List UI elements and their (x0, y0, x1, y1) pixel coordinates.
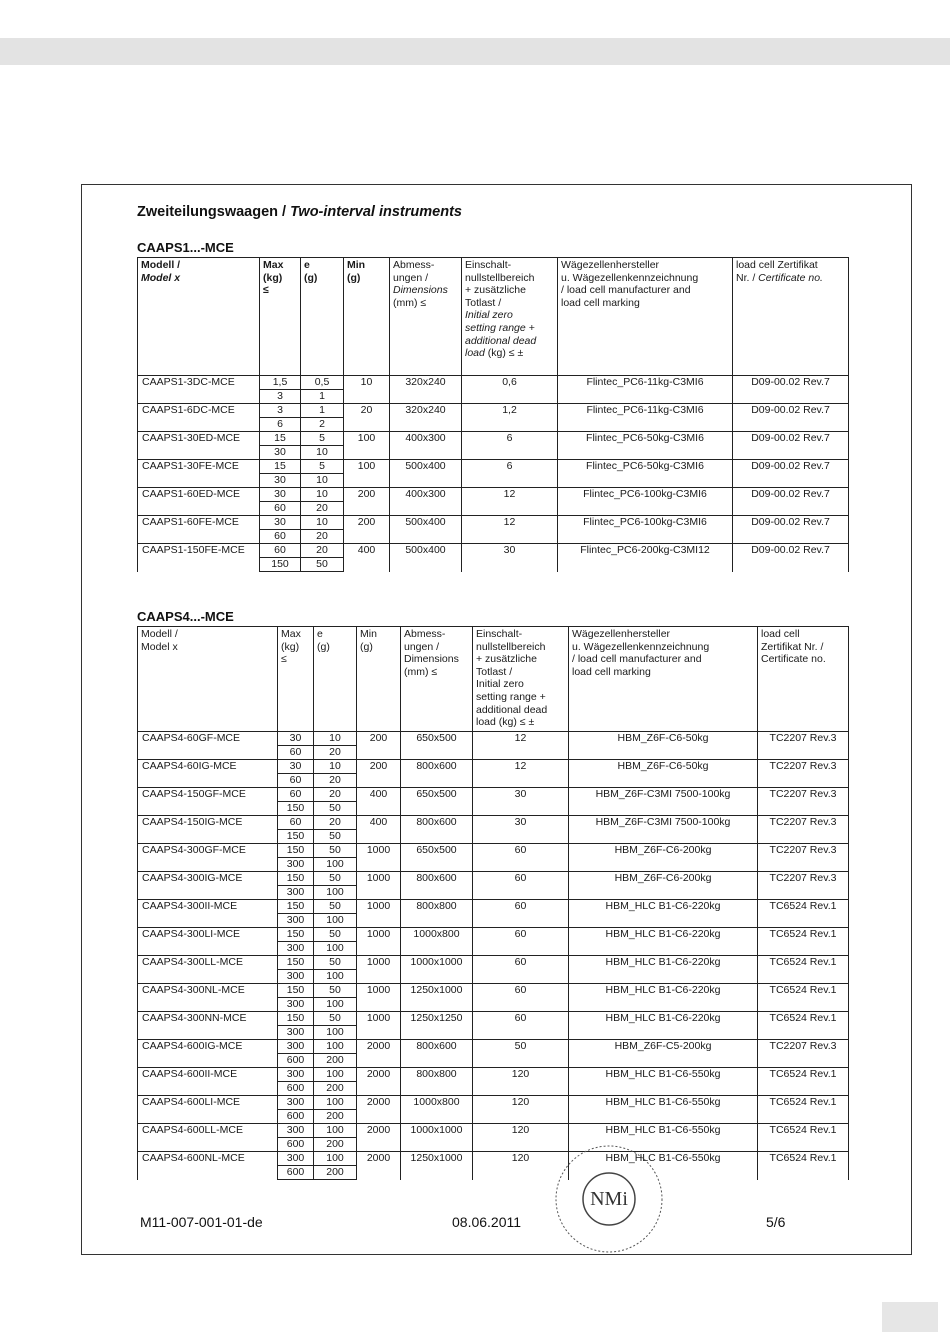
load-cell-cell: HBM_Z6F-C6-50kg (569, 732, 758, 760)
table-row (138, 956, 849, 970)
max-cell: 150 (260, 558, 301, 572)
zero-setting-cell: 6 (462, 432, 558, 460)
certificate-cell: TC6524 Rev.1 (758, 1096, 849, 1124)
max-cell: 150 (278, 984, 314, 998)
table-row (138, 1152, 849, 1166)
load-cell-cell: HBM_HLC B1-C6-550kg (569, 1152, 758, 1180)
load-cell-cell: Flintec_PC6-100kg-C3MI6 (558, 516, 733, 544)
max-cell: 300 (278, 1040, 314, 1054)
model-cell: CAAPS4-600NL-MCE (138, 1152, 278, 1180)
max-cell: 6 (260, 418, 301, 432)
model-cell: CAAPS4-600LL-MCE (138, 1124, 278, 1152)
col-header-max: Max (kg) ≤ (260, 258, 301, 376)
e-cell: 200 (314, 1166, 357, 1180)
e-cell: 2 (301, 418, 344, 432)
max-cell: 600 (278, 1054, 314, 1068)
dimensions-cell: 1000x1000 (401, 1124, 473, 1152)
max-cell: 300 (278, 1068, 314, 1082)
col-header-model: Modell / Model x (138, 627, 278, 732)
certificate-cell: D09-00.02 Rev.7 (733, 432, 849, 460)
section-title-caaps4: CAAPS4...-MCE (137, 609, 234, 624)
e-cell: 10 (301, 446, 344, 460)
min-cell: 400 (357, 816, 401, 844)
e-cell: 10 (301, 488, 344, 502)
e-cell: 100 (314, 998, 357, 1012)
e-cell: 10 (301, 516, 344, 530)
e-cell: 20 (301, 544, 344, 558)
zero-setting-cell: 30 (473, 788, 569, 816)
col-header-certificate: load cell Zertifikat Nr. / Certificate no. (758, 627, 849, 732)
table-row (138, 544, 849, 558)
col-header-dimensions: Abmess- ungen / Dimensions (mm) ≤ (390, 258, 462, 376)
e-cell: 50 (314, 956, 357, 970)
e-cell: 100 (314, 1152, 357, 1166)
e-cell: 50 (314, 830, 357, 844)
stamp-text: NMi (590, 1188, 628, 1210)
e-cell: 100 (314, 858, 357, 872)
table-row (138, 788, 849, 802)
e-cell: 100 (314, 1096, 357, 1110)
e-cell: 1 (301, 390, 344, 404)
e-cell: 100 (314, 886, 357, 900)
e-cell: 50 (301, 558, 344, 572)
zero-setting-cell: 60 (473, 1012, 569, 1040)
max-cell: 60 (278, 774, 314, 788)
col-header-e: e (g) (314, 627, 357, 732)
table-row (138, 460, 849, 474)
col-header-min: Min (g) (357, 627, 401, 732)
zero-setting-cell: 60 (473, 928, 569, 956)
dimensions-cell: 500x400 (390, 460, 462, 488)
table-row (138, 872, 849, 886)
table-row (138, 376, 849, 390)
e-cell: 100 (314, 1040, 357, 1054)
min-cell: 400 (357, 788, 401, 816)
max-cell: 30 (260, 516, 301, 530)
col-header-e: e (g) (301, 258, 344, 376)
zero-setting-cell: 60 (473, 872, 569, 900)
load-cell-cell: HBM_HLC B1-C6-220kg (569, 900, 758, 928)
e-cell: 50 (314, 1012, 357, 1026)
min-cell: 1000 (357, 984, 401, 1012)
dimensions-cell: 1250x1000 (401, 984, 473, 1012)
certificate-cell: TC2207 Rev.3 (758, 1040, 849, 1068)
model-cell: CAAPS4-150IG-MCE (138, 816, 278, 844)
col-header-load-cell-manufacturer: Wägezellenhersteller u. Wägezellenkennzeichnung / load cell manufacturer and load cell marking (558, 258, 733, 376)
certificate-cell: TC2207 Rev.3 (758, 844, 849, 872)
zero-setting-cell: 120 (473, 1068, 569, 1096)
model-cell: CAAPS1-60FE-MCE (138, 516, 260, 544)
certificate-cell: TC6524 Rev.1 (758, 1068, 849, 1096)
min-cell: 200 (357, 732, 401, 760)
max-cell: 60 (260, 530, 301, 544)
dimensions-cell: 320x240 (390, 404, 462, 432)
dimensions-cell: 1000x800 (401, 928, 473, 956)
zero-setting-cell: 12 (462, 488, 558, 516)
min-cell: 1000 (357, 928, 401, 956)
table-row (138, 760, 849, 774)
page-tab-marker (882, 1302, 938, 1332)
certificate-cell: TC2207 Rev.3 (758, 732, 849, 760)
min-cell: 200 (344, 488, 390, 516)
load-cell-cell: HBM_Z6F-C5-200kg (569, 1040, 758, 1068)
dimensions-cell: 1000x800 (401, 1096, 473, 1124)
max-cell: 300 (278, 886, 314, 900)
certificate-cell: D09-00.02 Rev.7 (733, 460, 849, 488)
min-cell: 1000 (357, 872, 401, 900)
dimensions-cell: 650x500 (401, 844, 473, 872)
max-cell: 30 (260, 474, 301, 488)
max-cell: 60 (278, 788, 314, 802)
e-cell: 100 (314, 1068, 357, 1082)
col-header-certificate: load cell Zertifikat Nr. / Certificate no. (733, 258, 849, 376)
e-cell: 100 (314, 1124, 357, 1138)
e-cell: 20 (314, 816, 357, 830)
e-cell: 100 (314, 970, 357, 984)
load-cell-cell: HBM_HLC B1-C6-550kg (569, 1068, 758, 1096)
zero-setting-cell: 120 (473, 1152, 569, 1180)
certificate-cell: TC6524 Rev.1 (758, 900, 849, 928)
max-cell: 1,5 (260, 376, 301, 390)
max-cell: 30 (278, 732, 314, 746)
e-cell: 200 (314, 1110, 357, 1124)
load-cell-cell: HBM_HLC B1-C6-550kg (569, 1096, 758, 1124)
load-cell-cell: HBM_HLC B1-C6-220kg (569, 956, 758, 984)
load-cell-cell: HBM_HLC B1-C6-220kg (569, 1012, 758, 1040)
load-cell-cell: HBM_Z6F-C6-50kg (569, 760, 758, 788)
max-cell: 150 (278, 844, 314, 858)
max-cell: 300 (278, 970, 314, 984)
model-cell: CAAPS1-30FE-MCE (138, 460, 260, 488)
e-cell: 20 (314, 774, 357, 788)
dimensions-cell: 650x500 (401, 788, 473, 816)
model-cell: CAAPS4-300IG-MCE (138, 872, 278, 900)
max-cell: 150 (278, 1012, 314, 1026)
certificate-cell: TC6524 Rev.1 (758, 956, 849, 984)
model-cell: CAAPS4-300II-MCE (138, 900, 278, 928)
e-cell: 20 (301, 530, 344, 544)
load-cell-cell: HBM_Z6F-C3MI 7500-100kg (569, 816, 758, 844)
e-cell: 5 (301, 432, 344, 446)
certificate-cell: D09-00.02 Rev.7 (733, 516, 849, 544)
max-cell: 3 (260, 404, 301, 418)
page-title: Zweiteilungswaagen / Two-interval instruments (137, 204, 462, 220)
certificate-cell: D09-00.02 Rev.7 (733, 404, 849, 432)
max-cell: 60 (278, 746, 314, 760)
max-cell: 600 (278, 1166, 314, 1180)
model-cell: CAAPS1-30ED-MCE (138, 432, 260, 460)
max-cell: 600 (278, 1110, 314, 1124)
certificate-cell: TC6524 Rev.1 (758, 1124, 849, 1152)
load-cell-cell: Flintec_PC6-100kg-C3MI6 (558, 488, 733, 516)
max-cell: 300 (278, 942, 314, 956)
top-gray-band (0, 38, 950, 65)
table-row (138, 516, 849, 530)
max-cell: 600 (278, 1138, 314, 1152)
table-row (138, 844, 849, 858)
model-cell: CAAPS4-150GF-MCE (138, 788, 278, 816)
max-cell: 30 (278, 760, 314, 774)
model-cell: CAAPS4-300LL-MCE (138, 956, 278, 984)
col-header-zero-setting: Einschalt- nullstellbereich + zusätzliche Totlast / Initial zero setting range + additional dead load (kg) ≤ ± (473, 627, 569, 732)
min-cell: 1000 (357, 900, 401, 928)
model-cell: CAAPS1-150FE-MCE (138, 544, 260, 572)
min-cell: 200 (344, 516, 390, 544)
zero-setting-cell: 30 (473, 816, 569, 844)
table-row (138, 1124, 849, 1138)
max-cell: 300 (278, 1026, 314, 1040)
dimensions-cell: 400x300 (390, 432, 462, 460)
certificate-cell: TC2207 Rev.3 (758, 760, 849, 788)
model-cell: CAAPS4-300NN-MCE (138, 1012, 278, 1040)
col-header-zero-setting: Einschalt- nullstellbereich + zusätzliche Totlast / Initial zero setting range + additional dead load (kg) ≤ ± (462, 258, 558, 376)
load-cell-cell: Flintec_PC6-11kg-C3MI6 (558, 404, 733, 432)
model-cell: CAAPS4-600LI-MCE (138, 1096, 278, 1124)
dimensions-cell: 800x600 (401, 1040, 473, 1068)
zero-setting-cell: 60 (473, 984, 569, 1012)
table-row (138, 1012, 849, 1026)
e-cell: 1 (301, 404, 344, 418)
min-cell: 20 (344, 404, 390, 432)
certificate-cell: D09-00.02 Rev.7 (733, 488, 849, 516)
dimensions-cell: 1250x1250 (401, 1012, 473, 1040)
e-cell: 20 (301, 502, 344, 516)
min-cell: 2000 (357, 1096, 401, 1124)
certificate-cell: TC2207 Rev.3 (758, 872, 849, 900)
max-cell: 150 (278, 830, 314, 844)
zero-setting-cell: 60 (473, 844, 569, 872)
zero-setting-cell: 120 (473, 1096, 569, 1124)
e-cell: 50 (314, 802, 357, 816)
model-cell: CAAPS1-60ED-MCE (138, 488, 260, 516)
min-cell: 2000 (357, 1152, 401, 1180)
min-cell: 1000 (357, 1012, 401, 1040)
min-cell: 100 (344, 432, 390, 460)
max-cell: 150 (278, 928, 314, 942)
table-row (138, 488, 849, 502)
table-row (138, 1068, 849, 1082)
min-cell: 2000 (357, 1040, 401, 1068)
max-cell: 150 (278, 956, 314, 970)
dimensions-cell: 800x800 (401, 900, 473, 928)
e-cell: 50 (314, 900, 357, 914)
min-cell: 2000 (357, 1068, 401, 1096)
e-cell: 20 (314, 746, 357, 760)
model-cell: CAAPS1-6DC-MCE (138, 404, 260, 432)
zero-setting-cell: 12 (473, 732, 569, 760)
max-cell: 150 (278, 872, 314, 886)
certificate-cell: TC6524 Rev.1 (758, 984, 849, 1012)
table-row (138, 816, 849, 830)
certificate-cell: TC6524 Rev.1 (758, 928, 849, 956)
dimensions-cell: 500x400 (390, 544, 462, 572)
max-cell: 60 (278, 816, 314, 830)
load-cell-cell: HBM_Z6F-C6-200kg (569, 872, 758, 900)
zero-setting-cell: 12 (462, 516, 558, 544)
e-cell: 200 (314, 1082, 357, 1096)
table-row (138, 900, 849, 914)
load-cell-cell: Flintec_PC6-200kg-C3MI12 (558, 544, 733, 572)
certificate-cell: D09-00.02 Rev.7 (733, 544, 849, 572)
max-cell: 150 (278, 900, 314, 914)
max-cell: 300 (278, 998, 314, 1012)
col-header-load-cell-manufacturer: Wägezellenhersteller u. Wägezellenkennzeichnung / load cell manufacturer and load cell marking (569, 627, 758, 732)
load-cell-cell: Flintec_PC6-50kg-C3MI6 (558, 460, 733, 488)
footer-document-id: M11-007-001-01-de (140, 1214, 263, 1230)
e-cell: 100 (314, 914, 357, 928)
certificate-cell: TC2207 Rev.3 (758, 816, 849, 844)
max-cell: 30 (260, 488, 301, 502)
max-cell: 150 (278, 802, 314, 816)
e-cell: 200 (314, 1138, 357, 1152)
dimensions-cell: 320x240 (390, 376, 462, 404)
load-cell-cell: HBM_Z6F-C3MI 7500-100kg (569, 788, 758, 816)
table-row (138, 1096, 849, 1110)
max-cell: 300 (278, 1124, 314, 1138)
load-cell-cell: Flintec_PC6-50kg-C3MI6 (558, 432, 733, 460)
max-cell: 60 (260, 544, 301, 558)
load-cell-cell: HBM_HLC B1-C6-550kg (569, 1124, 758, 1152)
certificate-cell: TC6524 Rev.1 (758, 1012, 849, 1040)
table-row (138, 984, 849, 998)
min-cell: 400 (344, 544, 390, 572)
min-cell: 10 (344, 376, 390, 404)
table-row (138, 732, 849, 746)
min-cell: 2000 (357, 1124, 401, 1152)
caaps4-table (137, 626, 849, 1180)
dimensions-cell: 800x600 (401, 760, 473, 788)
dimensions-cell: 1250x1000 (401, 1152, 473, 1180)
max-cell: 60 (260, 502, 301, 516)
table-row (138, 928, 849, 942)
table-row (138, 404, 849, 418)
table-row (138, 1040, 849, 1054)
section-title-caaps1: CAAPS1...-MCE (137, 240, 234, 255)
min-cell: 1000 (357, 956, 401, 984)
e-cell: 10 (314, 760, 357, 774)
dimensions-cell: 800x800 (401, 1068, 473, 1096)
zero-setting-cell: 60 (473, 900, 569, 928)
model-cell: CAAPS4-300LI-MCE (138, 928, 278, 956)
certificate-cell: TC2207 Rev.3 (758, 788, 849, 816)
min-cell: 200 (357, 760, 401, 788)
col-header-max: Max (kg) ≤ (278, 627, 314, 732)
zero-setting-cell: 6 (462, 460, 558, 488)
e-cell: 200 (314, 1054, 357, 1068)
load-cell-cell: HBM_Z6F-C6-200kg (569, 844, 758, 872)
dimensions-cell: 800x600 (401, 816, 473, 844)
e-cell: 5 (301, 460, 344, 474)
col-header-min: Min (g) (344, 258, 390, 376)
e-cell: 100 (314, 942, 357, 956)
zero-setting-cell: 50 (473, 1040, 569, 1068)
model-cell: CAAPS4-600II-MCE (138, 1068, 278, 1096)
zero-setting-cell: 12 (473, 760, 569, 788)
table-row (138, 432, 849, 446)
dimensions-cell: 800x600 (401, 872, 473, 900)
model-cell: CAAPS4-300GF-MCE (138, 844, 278, 872)
dimensions-cell: 1000x1000 (401, 956, 473, 984)
max-cell: 300 (278, 914, 314, 928)
max-cell: 300 (278, 1096, 314, 1110)
max-cell: 300 (278, 1152, 314, 1166)
col-header-dimensions: Abmess- ungen / Dimensions (mm) ≤ (401, 627, 473, 732)
caaps1-table (137, 257, 849, 572)
e-cell: 10 (314, 732, 357, 746)
model-cell: CAAPS1-3DC-MCE (138, 376, 260, 404)
max-cell: 15 (260, 460, 301, 474)
e-cell: 0,5 (301, 376, 344, 390)
e-cell: 10 (301, 474, 344, 488)
e-cell: 100 (314, 1026, 357, 1040)
footer-date: 08.06.2011 (452, 1214, 522, 1230)
max-cell: 30 (260, 446, 301, 460)
col-header-model: Modell / Model x (138, 258, 260, 376)
zero-setting-cell: 60 (473, 956, 569, 984)
e-cell: 20 (314, 788, 357, 802)
zero-setting-cell: 30 (462, 544, 558, 572)
load-cell-cell: HBM_HLC B1-C6-220kg (569, 984, 758, 1012)
zero-setting-cell: 120 (473, 1124, 569, 1152)
model-cell: CAAPS4-600IG-MCE (138, 1040, 278, 1068)
max-cell: 600 (278, 1082, 314, 1096)
certificate-cell: TC6524 Rev.1 (758, 1152, 849, 1180)
load-cell-cell: HBM_HLC B1-C6-220kg (569, 928, 758, 956)
max-cell: 15 (260, 432, 301, 446)
min-cell: 100 (344, 460, 390, 488)
model-cell: CAAPS4-300NL-MCE (138, 984, 278, 1012)
footer-page-number: 5/6 (766, 1214, 786, 1230)
dimensions-cell: 500x400 (390, 516, 462, 544)
e-cell: 50 (314, 928, 357, 942)
dimensions-cell: 650x500 (401, 732, 473, 760)
zero-setting-cell: 0,6 (462, 376, 558, 404)
e-cell: 50 (314, 844, 357, 858)
e-cell: 50 (314, 984, 357, 998)
certificate-cell: D09-00.02 Rev.7 (733, 376, 849, 404)
zero-setting-cell: 1,2 (462, 404, 558, 432)
model-cell: CAAPS4-60IG-MCE (138, 760, 278, 788)
max-cell: 3 (260, 390, 301, 404)
max-cell: 300 (278, 858, 314, 872)
model-cell: CAAPS4-60GF-MCE (138, 732, 278, 760)
nmi-stamp (553, 1143, 665, 1255)
dimensions-cell: 400x300 (390, 488, 462, 516)
load-cell-cell: Flintec_PC6-11kg-C3MI6 (558, 376, 733, 404)
e-cell: 50 (314, 872, 357, 886)
min-cell: 1000 (357, 844, 401, 872)
